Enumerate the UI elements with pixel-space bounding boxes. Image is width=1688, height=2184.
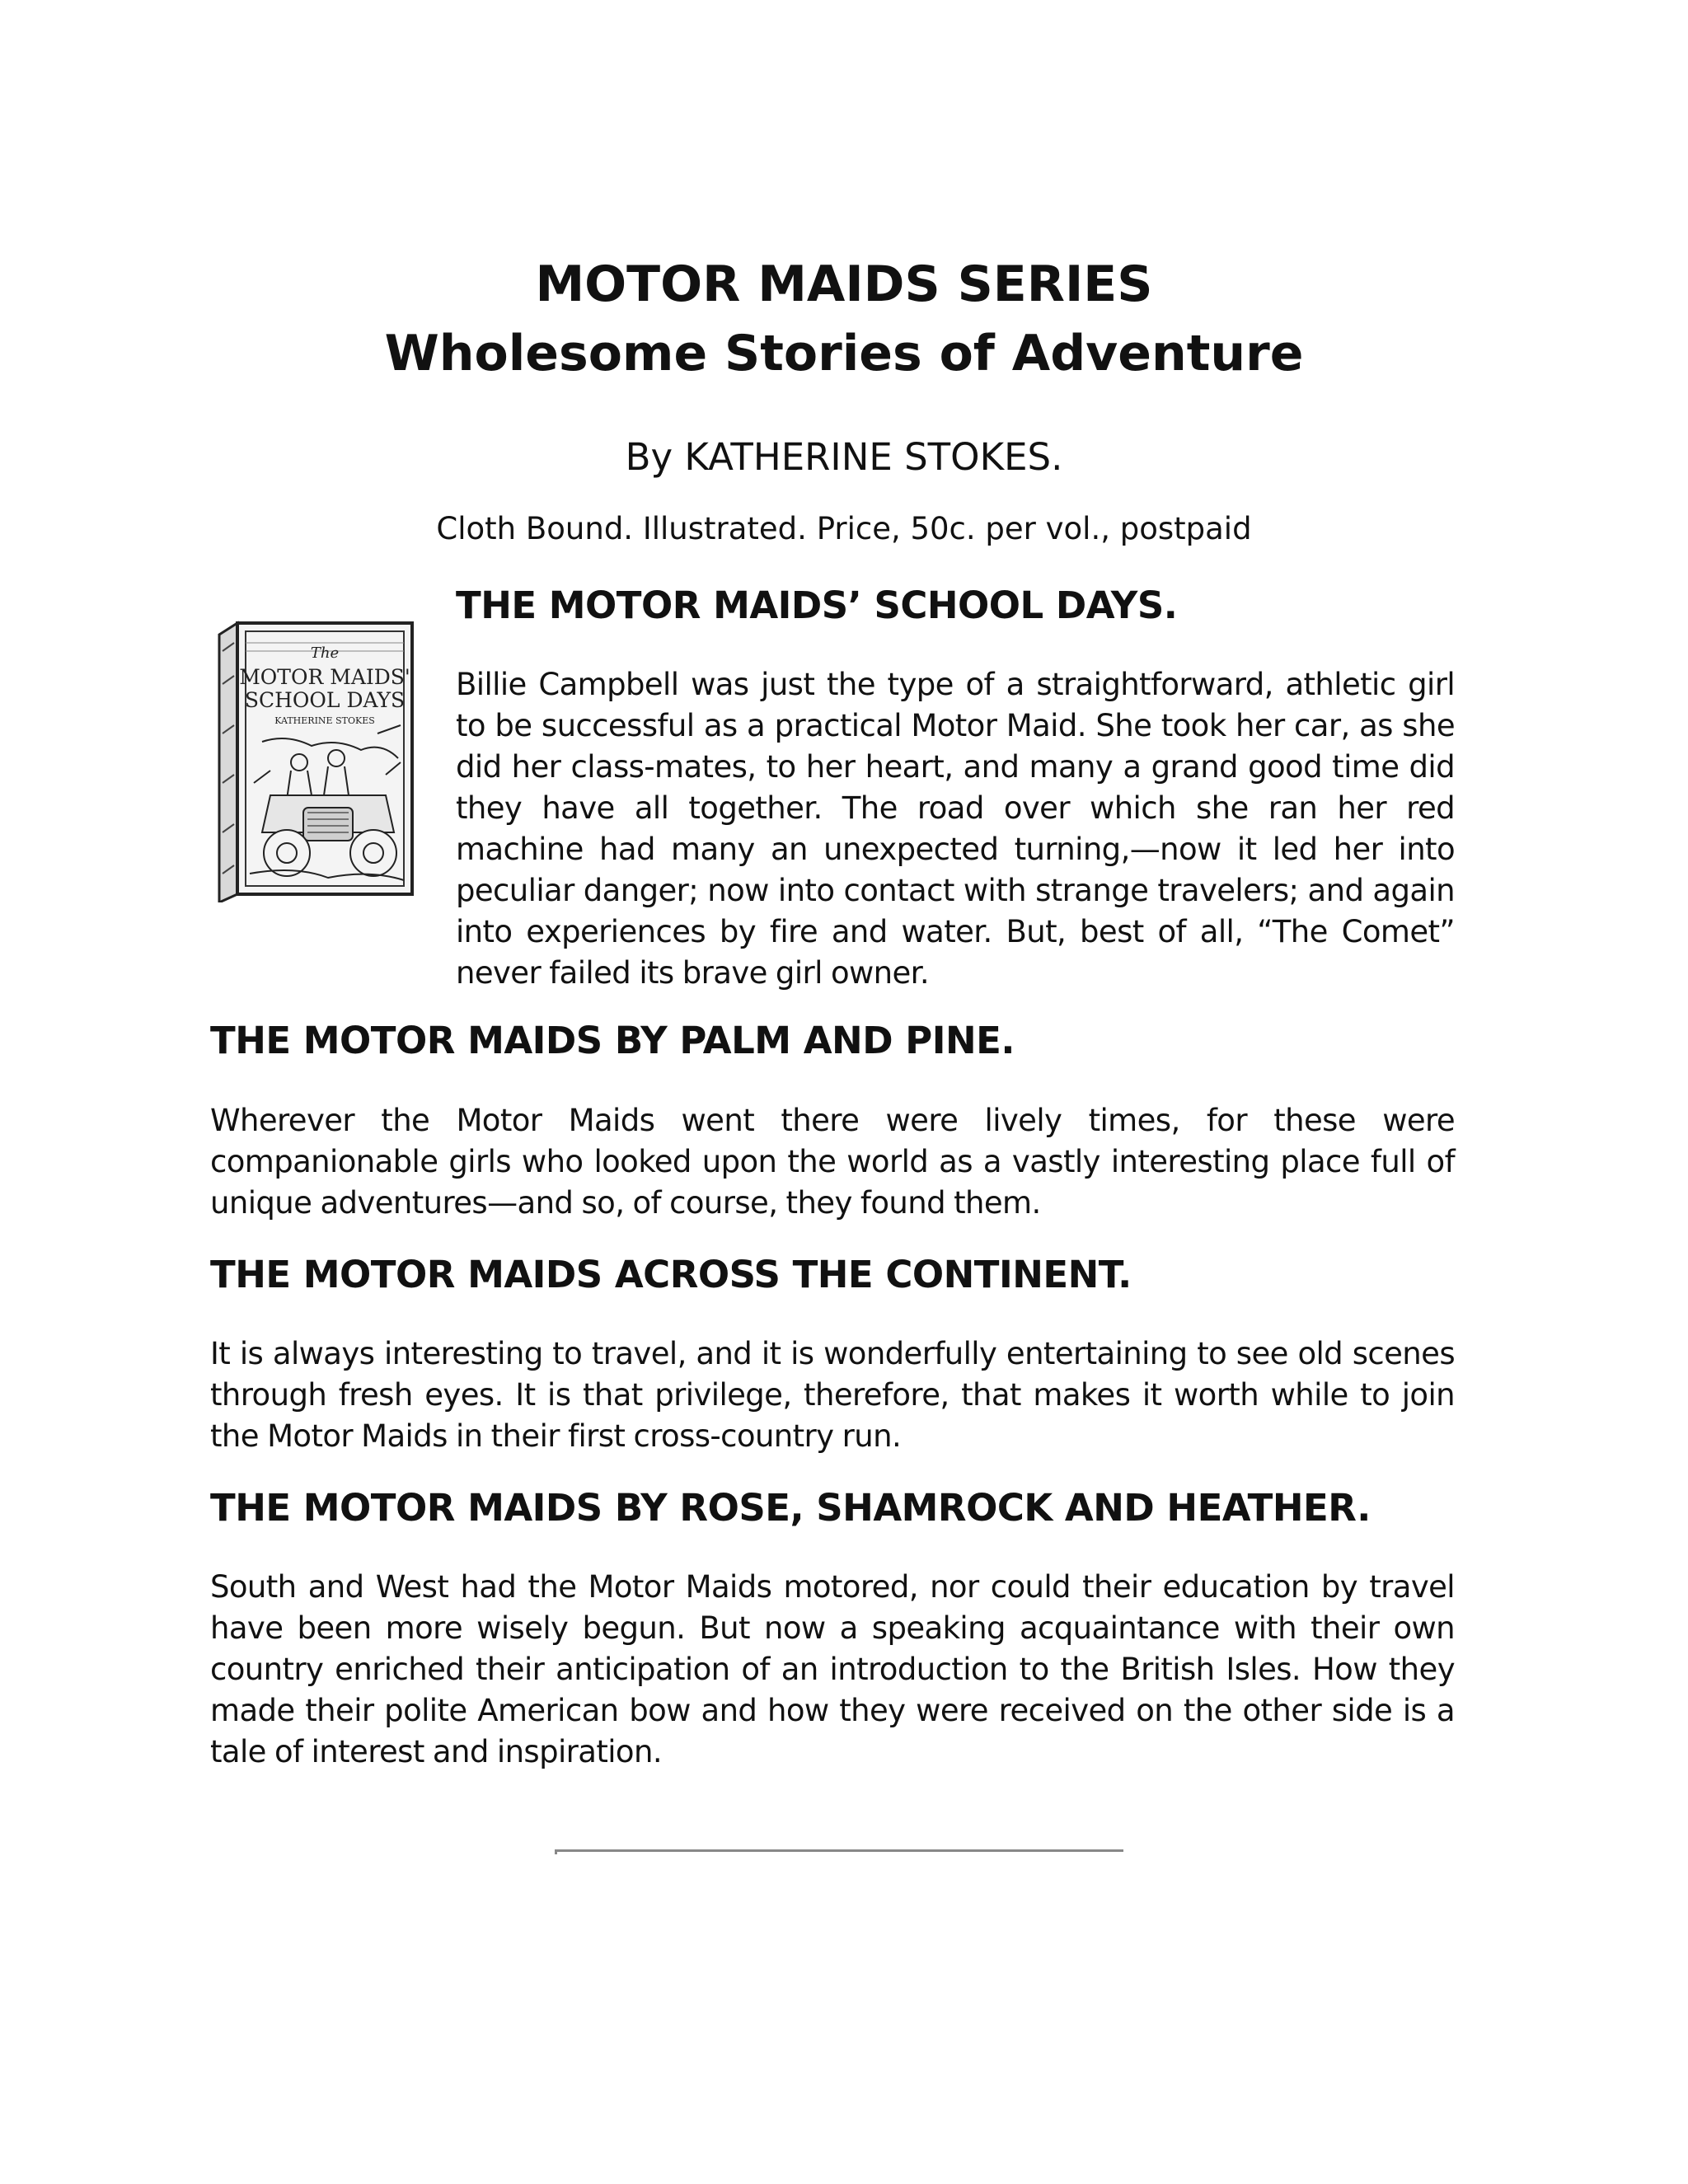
book-title-rose-shamrock-heather: THE MOTOR MAIDS BY ROSE, SHAMROCK AND HEATHER. <box>210 1486 1371 1530</box>
book-description-palm-and-pine: Wherever the Motor Maids went there were lively times, for these were companionable girls who looked upon the world as a vastly interesting place full of unique adventures—and so, of course, they found them. <box>210 1103 1455 1221</box>
book-cover-illustration <box>213 618 419 902</box>
book-cover-script: The <box>310 644 340 662</box>
section-divider <box>555 1849 1123 1854</box>
book-cover-author: KATHERINE STOKES <box>274 715 375 726</box>
book-cover-title-line-1: MOTOR MAIDS' <box>239 665 410 689</box>
binding-price-line: Cloth Bound. Illustrated. Price, 50c. per vol., postpaid <box>436 511 1252 546</box>
book-description-school-days: Billie Campbell was just the type of a straightforward, athletic girl to be successful as a practical Motor Maid. She took her car, as she did her class-mates, to her heart, and many a grand good time did they have all together. The road over which she ran her red machine had many an unexpected turning,—now it led her into peculiar danger; now into contact with strange travelers; and again into experiences by fire and water. But, best of all, “The Comet” never failed its brave girl owner. <box>456 667 1455 991</box>
page-title <box>0 250 1688 388</box>
book-cover-title-line-2: SCHOOL DAYS <box>244 688 406 712</box>
book-title-across-continent: THE MOTOR MAIDS ACROSS THE CONTINENT. <box>210 1253 1132 1296</box>
book-description-across-continent: It is always interesting to travel, and it is wonderfully entertaining to see old scenes through fresh eyes. It is that privilege, therefore, that makes it worth while to join the Motor Maids in their first cross-country run. <box>210 1336 1455 1454</box>
book-title-school-days: THE MOTOR MAIDS’ SCHOOL DAYS. <box>456 583 1178 627</box>
book-title-palm-and-pine: THE MOTOR MAIDS BY PALM AND PINE. <box>210 1019 1015 1062</box>
series-title: MOTOR MAIDS SERIES <box>535 255 1153 313</box>
series-subtitle: Wholesome Stories of Adventure <box>384 325 1304 382</box>
author-line: By KATHERINE STOKES. <box>625 435 1063 479</box>
book-description-rose-shamrock-heather: South and West had the Motor Maids motored, nor could their education by travel have been more wisely begun. But now a speaking acquaintance with their own country enriched their anticipation of an introduction to the British Isles. How they made their polite American bow and how they were received on the other side is a tale of interest and inspiration. <box>210 1569 1455 1769</box>
